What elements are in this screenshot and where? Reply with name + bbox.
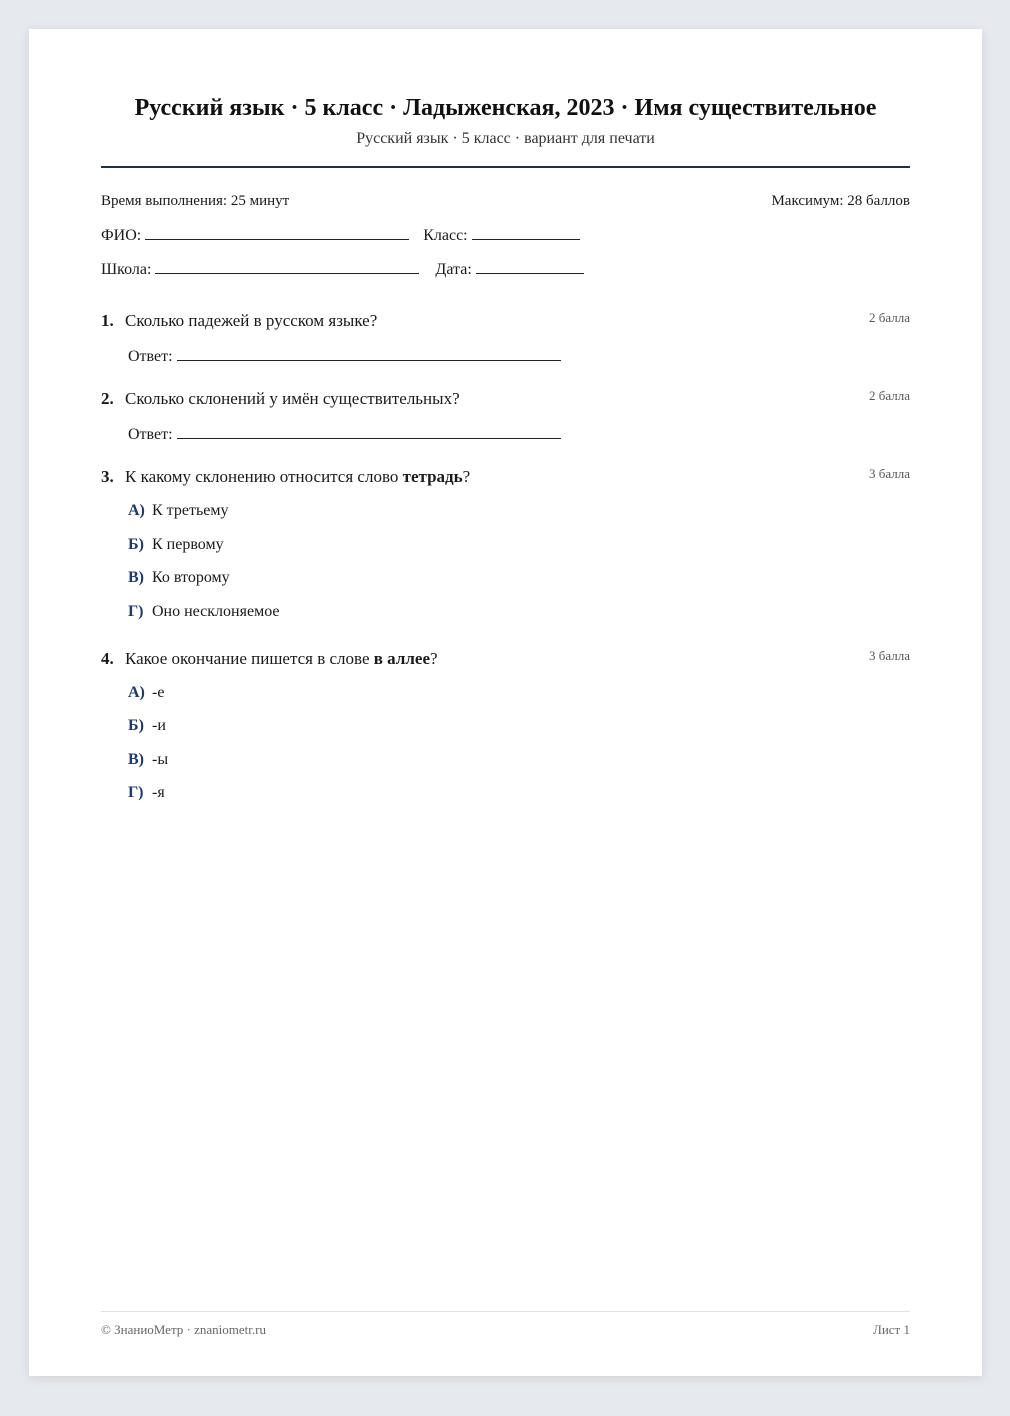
class-label: Класс: — [423, 227, 468, 244]
option-letter: Г) — [128, 603, 144, 620]
header-divider — [101, 166, 910, 168]
option-b[interactable] — [128, 717, 166, 735]
option-text: К третьему — [152, 502, 229, 519]
school-field — [101, 259, 419, 279]
question-number: 1. — [101, 311, 114, 330]
date-field — [435, 259, 583, 279]
school-date-row — [101, 259, 584, 279]
option-text: К первому — [152, 536, 224, 553]
answer-label: Ответ: — [128, 348, 173, 365]
answer-label: Ответ: — [128, 426, 173, 443]
question-2 — [101, 388, 910, 443]
question-3-text — [101, 466, 910, 488]
option-letter: В) — [128, 569, 144, 586]
page-number: Лист 1 — [873, 1322, 910, 1337]
date-input-line[interactable] — [476, 259, 584, 274]
class-input-line[interactable] — [472, 225, 580, 240]
question-prompt: К какому склонению относится слово — [125, 467, 403, 486]
option-d[interactable] — [128, 784, 165, 802]
question-prompt: Сколько падежей в русском языке? — [125, 311, 378, 330]
option-text: -ы — [152, 751, 169, 768]
time-limit: Время выполнения: 25 минут — [101, 193, 290, 209]
option-c[interactable] — [128, 751, 168, 769]
option-letter: В) — [128, 751, 144, 768]
option-a[interactable] — [128, 502, 228, 520]
question-keyword: в аллее — [373, 649, 430, 668]
option-text: -е — [152, 684, 165, 701]
option-text: -я — [152, 784, 165, 801]
answer-line — [128, 424, 561, 444]
fio-input-line[interactable] — [145, 225, 409, 240]
question-prompt-end: ? — [430, 649, 438, 668]
worksheet-page — [29, 29, 982, 1376]
question-prompt: Какое окончание пишется в слове — [125, 649, 374, 668]
question-1 — [101, 310, 910, 365]
date-label: Дата: — [435, 261, 472, 278]
fio-class-row — [101, 225, 580, 245]
question-number: 2. — [101, 389, 114, 408]
question-1-text — [101, 310, 910, 332]
question-number: 3. — [101, 467, 114, 486]
question-4 — [101, 648, 910, 801]
page-title: Русский язык · 5 класс · Ладыженская, 2023 · Имя существительное — [134, 95, 877, 121]
answer-input-line[interactable] — [177, 424, 561, 439]
question-points: 3 балла — [869, 648, 910, 663]
fio-field — [101, 225, 409, 245]
question-prompt: Сколько склонений у имён существительных? — [125, 389, 460, 408]
question-3 — [101, 466, 910, 620]
option-c[interactable] — [128, 569, 230, 587]
question-4-text — [101, 648, 910, 670]
question-points: 2 балла — [869, 310, 910, 325]
question-keyword: тетрадь — [402, 467, 463, 486]
option-letter: Б) — [128, 536, 144, 553]
footer-copyright: © ЗнаниоМетр · znaniometr.ru — [101, 1322, 266, 1337]
question-number: 4. — [101, 649, 114, 668]
question-points: 2 балла — [869, 388, 910, 403]
option-letter: А) — [128, 502, 145, 519]
option-text: -и — [152, 717, 166, 734]
option-letter: Г) — [128, 784, 144, 801]
option-d[interactable] — [128, 603, 279, 621]
footer-divider — [101, 1311, 910, 1312]
option-a[interactable] — [128, 684, 164, 702]
option-text: Ко второму — [152, 569, 230, 586]
page-subtitle: Русский язык · 5 класс · вариант для печати — [356, 130, 655, 147]
fio-label: ФИО: — [101, 227, 142, 244]
page-content — [101, 29, 910, 1376]
option-letter: Б) — [128, 717, 144, 734]
answer-input-line[interactable] — [177, 346, 561, 361]
school-input-line[interactable] — [155, 259, 419, 274]
option-letter: А) — [128, 684, 145, 701]
class-field — [423, 225, 579, 245]
question-2-text — [101, 388, 910, 410]
option-b[interactable] — [128, 536, 224, 554]
max-score: Максимум: 28 баллов — [771, 193, 910, 209]
answer-line — [128, 346, 561, 366]
school-label: Школа: — [101, 261, 152, 278]
option-text: Оно несклоняемое — [152, 603, 280, 620]
question-points: 3 балла — [869, 466, 910, 481]
question-prompt-end: ? — [462, 467, 471, 486]
